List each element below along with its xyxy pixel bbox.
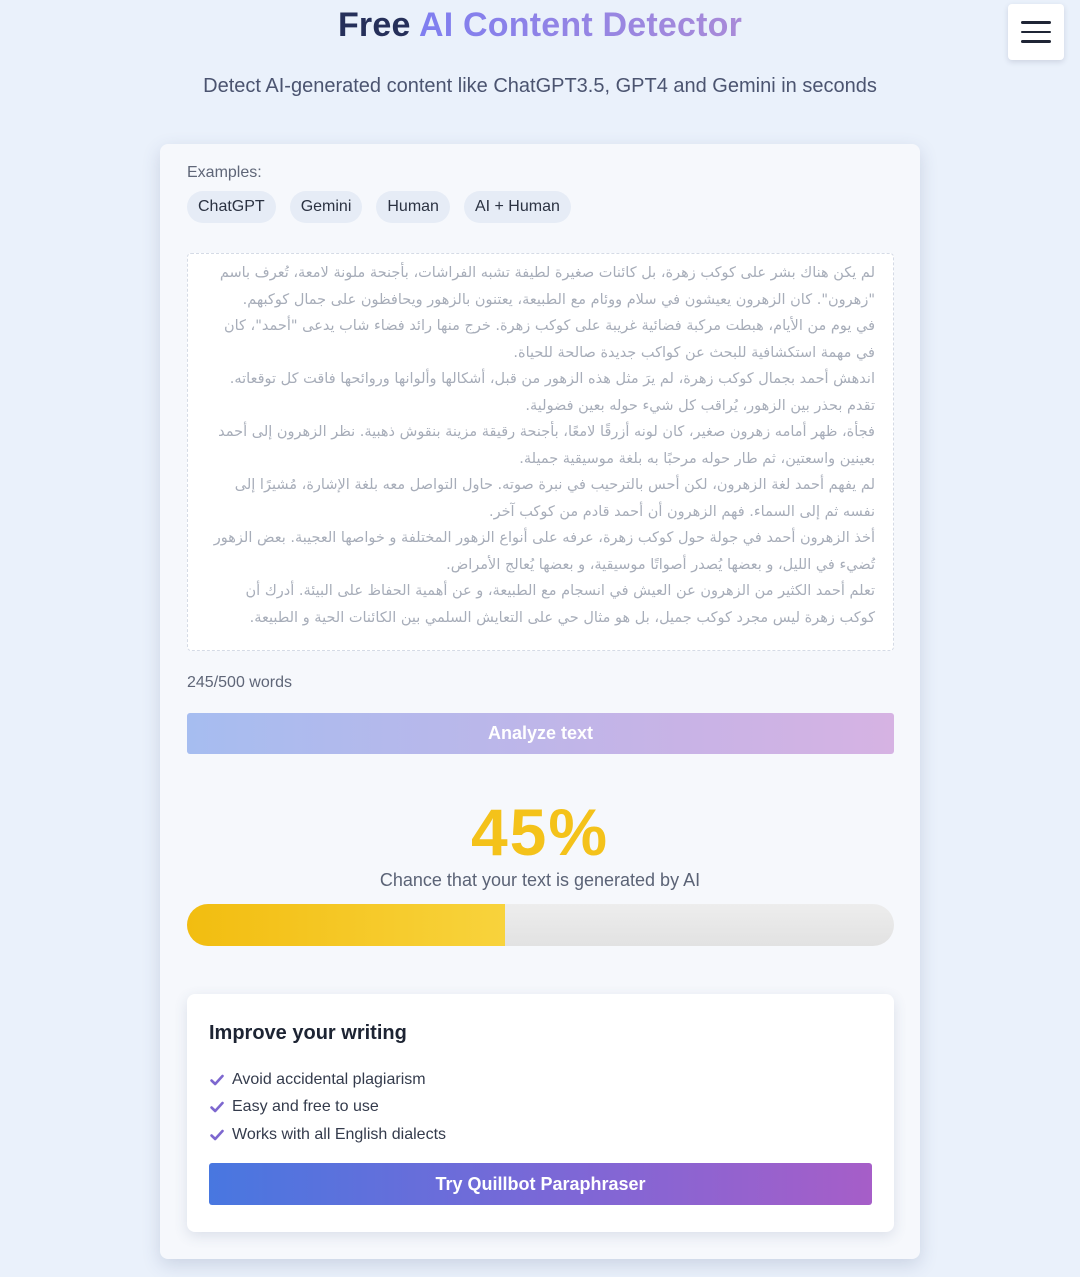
ai-probability-fill: [187, 904, 505, 946]
page-title-plain: Free: [337, 6, 419, 44]
example-chip-human[interactable]: Human: [376, 191, 450, 223]
check-icon: [209, 1072, 225, 1088]
word-count: 245/500 words: [187, 674, 292, 691]
try-quillbot-paraphraser-button[interactable]: Try Quillbot Paraphraser: [209, 1163, 872, 1205]
examples-label: Examples:: [187, 164, 262, 181]
list-item: [209, 1066, 446, 1094]
detector-card: [160, 144, 920, 1259]
feature-text: Avoid accidental plagiarism: [232, 1070, 426, 1088]
ai-probability-bar: [187, 904, 894, 946]
ai-percentage: 45%: [470, 795, 610, 869]
ai-chance-label: Chance that your text is generated by AI: [379, 870, 701, 890]
analyze-text-button[interactable]: Analyze text: [187, 713, 894, 754]
example-chips: [187, 191, 571, 223]
menu-line: [1021, 31, 1051, 34]
page-subtitle: Detect AI-generated content like ChatGPT3.5, GPT4 and Gemini in seconds: [203, 75, 877, 97]
list-item: [209, 1094, 446, 1122]
text-input-area[interactable]: لم يكن هناك بشر على كوكب زهرة، بل كائنات صغيرة لطيفة تشبه الفراشات، بأجنحة ملونة لامعة، تُعرف باسم "زهرون". كان الزهرون يعيشون في سلام ووئام مع الطبيعة، يعتنون بالزهور ويحافظون على جمال كوكبهم. في يوم من الأيام، هبطت مركبة فضائية غريبة على كوكب زهرة. خرج منها رائد فضاء شاب يدعى "أحمد"، كان في مهمة استكشافية للبحث عن كواكب جديدة صالحة للحياة. اندهش أحمد بجمال كوكب زهرة، لم يرَ مثل هذه الزهور من قبل، أشكالها وألوانها وروائحها فاقت كل توقعاته. تقدم بحذر بين الزهور، يُراقب كل شيء حوله بعين فضولية. فجأة، ظهر أمامه زهرون صغير، كان لونه أزرقًا لامعًا، بأجنحة رقيقة مزينة بنقوش ذهبية. نظر الزهرون إلى أحمد بعينين واسعتين، ثم طار حوله مرحبًا به بلغة موسيقية جميلة. لم يفهم أحمد لغة الزهرون، لكن أحس بالترحيب في نبرة صوته. حاول التواصل معه بلغة الإشارة، مُشيرًا إلى نفسه ثم إلى السماء. فهم الزهرون أن أحمد قادم من كوكب آخر. أخذ الزهرون أحمد في جولة حول كوكب زهرة، عرفه على أنواع الزهور المختلفة و خواصها العجيبة. بعض الزهور تُضيء في الليل، و بعضها يُصدر أصواتًا موسيقية، و بعضها يُعالج الأمراض. تعلم أحمد الكثير من الزهرون عن العيش في انسجام مع الطبيعة، و عن أهمية الحفاظ على البيئة. أدرك أن كوكب زهرة ليس مجرد كوكب جميل، بل هو مثال حي على التعايش السلمي بين الكائنات الحية و الطبيعة.: [187, 253, 894, 651]
page-title: [0, 6, 1080, 45]
check-icon: [209, 1099, 225, 1115]
list-item: [209, 1121, 446, 1149]
feature-list: [209, 1066, 446, 1149]
example-chip-chatgpt[interactable]: ChatGPT: [187, 191, 276, 223]
feature-text: Works with all English dialects: [232, 1125, 447, 1143]
check-icon: [209, 1127, 225, 1143]
hamburger-menu-icon[interactable]: [1008, 4, 1064, 60]
feature-text: Easy and free to use: [232, 1098, 379, 1116]
example-chip-gemini[interactable]: Gemini: [290, 191, 363, 223]
improve-writing-title: Improve your writing: [209, 1022, 407, 1044]
menu-line: [1021, 21, 1051, 24]
menu-line: [1021, 40, 1051, 43]
improve-writing-panel: [187, 994, 894, 1232]
page-title-accent: AI Content Detector: [418, 6, 743, 44]
example-chip-ai-human[interactable]: AI + Human: [464, 191, 571, 223]
